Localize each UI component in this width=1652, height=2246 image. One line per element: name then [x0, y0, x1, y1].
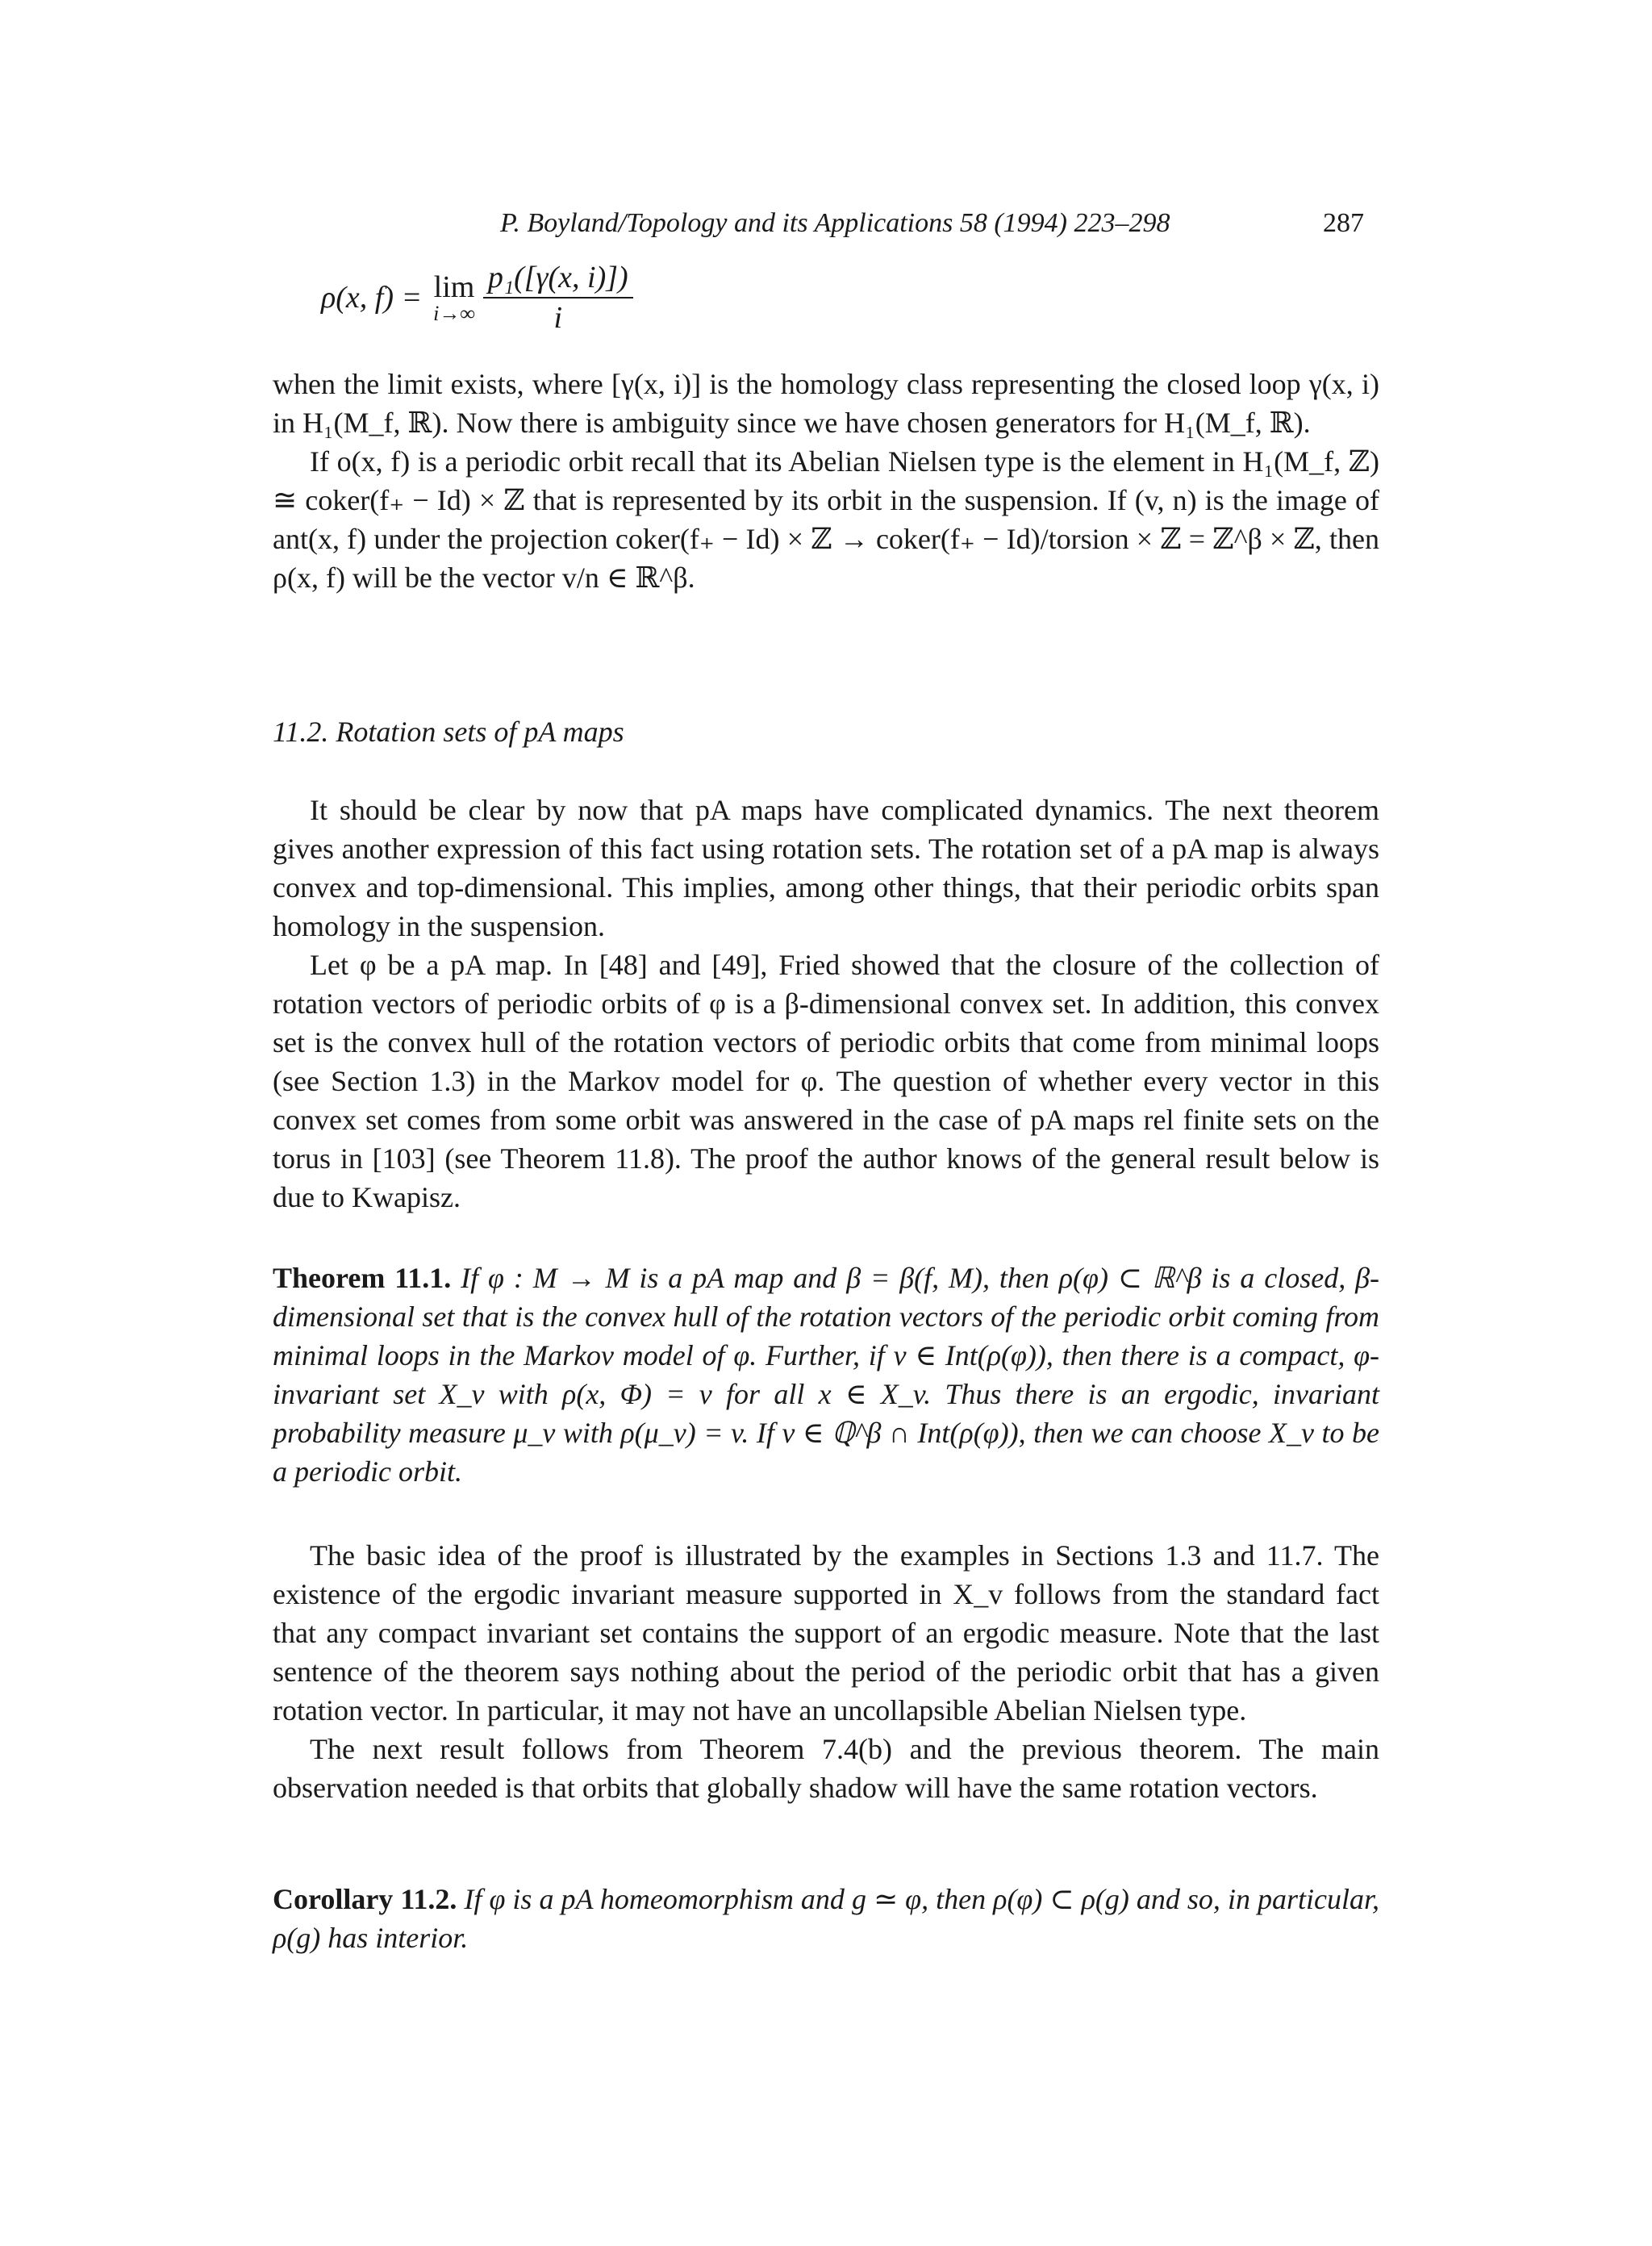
paragraph: The basic idea of the proof is illustrated by the examples in Sections 1.3 and 11.7. The existence of the ergodic invariant measure supported in X_v follows from the standard fact that any compact invariant set contains the support of an ergodic measure. Note that the last sentence of the theorem says nothing about the period of the periodic orbit that has a given rotation vector. In particular, it may not have an uncollapsible Abelian Nielsen type.	[273, 1539, 1379, 1726]
formula-lim-subscript: i→∞	[433, 302, 475, 325]
formula-lim-label: lim	[433, 270, 475, 304]
paragraph: The next result follows from Theorem 7.4(b) and the previous theorem. The main observation needed is that orbits that globally shadow will have the same rotation vectors.	[273, 1733, 1379, 1804]
page-number: 287	[1323, 208, 1364, 238]
paragraph: If o(x, f) is a periodic orbit recall that its Abelian Nielsen type is the element in H₁(M_f, ℤ) ≅ coker(f₊ − Id) × ℤ that is represented by its orbit in the suspension. If (v, n) is the image of ant(x, f) under the projection coker(f₊ − Id) × ℤ → coker(f₊ − Id)/torsion × ℤ = ℤ^β × ℤ, then ρ(x, f) will be the vector v/n ∈ ℝ^β.	[273, 445, 1379, 594]
section-title: 11.2. Rotation sets of pA maps	[273, 716, 624, 748]
formula-numerator: p₁([γ(x, i)])	[483, 260, 633, 298]
formula-fraction	[483, 260, 633, 336]
theorem-paragraph	[273, 1259, 1379, 1491]
paragraph: when the limit exists, where [γ(x, i)] is the homology class representing the closed loop γ(x, i) in H₁(M_f, ℝ). Now there is ambiguity since we have chosen generators for H₁(M_f, ℝ).	[273, 368, 1379, 439]
formula-lhs: ρ(x, f) =	[321, 281, 423, 315]
paragraph-block-1	[273, 365, 1379, 597]
theorem-body: If φ : M → M is a pA map and β = β(f, M), then ρ(φ) ⊂ ℝ^β is a closed, β-dimensional set that is the convex hull of the rotation vectors of the periodic orbit coming from minimal loops in the Markov model of φ. Further, if v ∈ Int(ρ(φ)), then there is a compact, φ-invariant set X_v with ρ(x, Φ) = v for all x ∈ X_v. Thus there is an ergodic, invariant probability measure μ_v with ρ(μ_v) = v. If v ∈ ℚ^β ∩ Int(ρ(φ)), then we can choose X_v to be a periodic orbit.	[273, 1262, 1380, 1488]
paragraph: Let φ be a pA map. In [48] and [49], Fried showed that the closure of the collection of rotation vectors of periodic orbits of φ is a β-dimensional convex set. In addition, this convex set is the convex hull of the rotation vectors of periodic orbits that come from minimal loops (see Section 1.3) in the Markov model for φ. The question of whether every vector in this convex set comes from some orbit was answered in the case of pA maps rel finite sets on the torus in [103] (see Theorem 11.8). The proof the author knows of the general result below is due to Kwapisz.	[273, 949, 1379, 1213]
paragraph-block-2	[273, 791, 1379, 1217]
theorem-heading: Theorem 11.1.	[273, 1262, 452, 1294]
corollary-heading: Corollary 11.2.	[273, 1883, 457, 1915]
formula-denominator: i	[553, 301, 563, 335]
formula-limit	[433, 269, 475, 326]
paragraph-block-3	[273, 1536, 1379, 1807]
corollary-11-2	[273, 1880, 1379, 1957]
corollary-paragraph	[273, 1880, 1379, 1957]
rotation-number-formula	[321, 260, 633, 336]
running-head: P. Boyland/Topology and its Applications 58 (1994) 223–298	[500, 208, 1170, 238]
paragraph: It should be clear by now that pA maps have complicated dynamics. The next theorem gives another expression of this fact using rotation sets. The rotation set of a pA map is always convex and top-dimensional. This implies, among other things, that their periodic orbits span homology in the suspension.	[273, 794, 1379, 942]
theorem-11-1	[273, 1259, 1379, 1491]
corollary-body: If φ is a pA homeomorphism and g ≃ φ, then ρ(φ) ⊂ ρ(g) and so, in particular, ρ(g) has interior.	[273, 1883, 1380, 1954]
